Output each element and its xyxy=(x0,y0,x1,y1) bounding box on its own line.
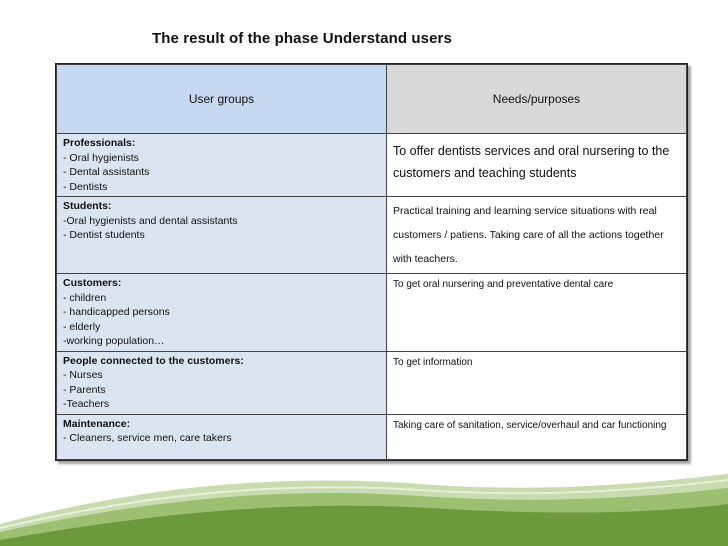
group-title: People connected to the customers: xyxy=(63,354,244,367)
group-member: - Dentist students xyxy=(63,229,145,241)
results-table-container xyxy=(55,63,688,461)
header-user-groups: User groups xyxy=(57,65,387,134)
group-member: - elderly xyxy=(63,320,101,333)
group-member: - Oral hygienists xyxy=(63,151,139,164)
results-table xyxy=(56,64,687,460)
decorative-green-wave xyxy=(0,462,728,546)
group-member: -working population… xyxy=(63,335,165,347)
group-member: - Cleaners, service men, care takers xyxy=(63,432,232,444)
need-cell: To offer dentists services and oral nursering to the customers and teaching students xyxy=(387,134,687,197)
group-member: - handicapped persons xyxy=(63,306,170,318)
need-cell: To get information xyxy=(387,351,687,414)
user-group-cell xyxy=(57,274,387,352)
group-member: - Nurses xyxy=(63,369,103,381)
need-cell: Practical training and learning service situations with real customers / patiens. Taking care of all the actions together with teachers. xyxy=(387,197,687,274)
group-title: Students: xyxy=(63,200,112,212)
user-group-cell xyxy=(57,351,387,414)
header-needs-purposes: Needs/purposes xyxy=(387,65,687,134)
group-member: -Teachers xyxy=(63,398,110,410)
table-row xyxy=(57,351,687,414)
group-title: Professionals: xyxy=(63,137,136,149)
table-row xyxy=(57,134,687,197)
group-title: Customers: xyxy=(63,277,122,289)
group-member: - Dental assistants xyxy=(63,166,150,178)
table-row xyxy=(57,197,687,274)
group-member: - Parents xyxy=(63,383,106,396)
group-member: - children xyxy=(63,291,107,304)
table-row xyxy=(57,274,687,352)
group-member: - Dentists xyxy=(63,180,108,193)
need-cell: Taking care of sanitation, service/overhaul and car functioning xyxy=(387,414,687,460)
slide-title: The result of the phase Understand users xyxy=(152,30,452,47)
group-member: -Oral hygienists and dental assistants xyxy=(63,214,238,227)
user-group-cell xyxy=(57,134,387,197)
need-cell: To get oral nursering and preventative dental care xyxy=(387,274,687,352)
user-group-cell xyxy=(57,197,387,274)
group-title: Maintenance: xyxy=(63,417,131,430)
user-group-cell xyxy=(57,414,387,460)
table-row xyxy=(57,414,687,460)
table-header-row xyxy=(57,65,687,134)
